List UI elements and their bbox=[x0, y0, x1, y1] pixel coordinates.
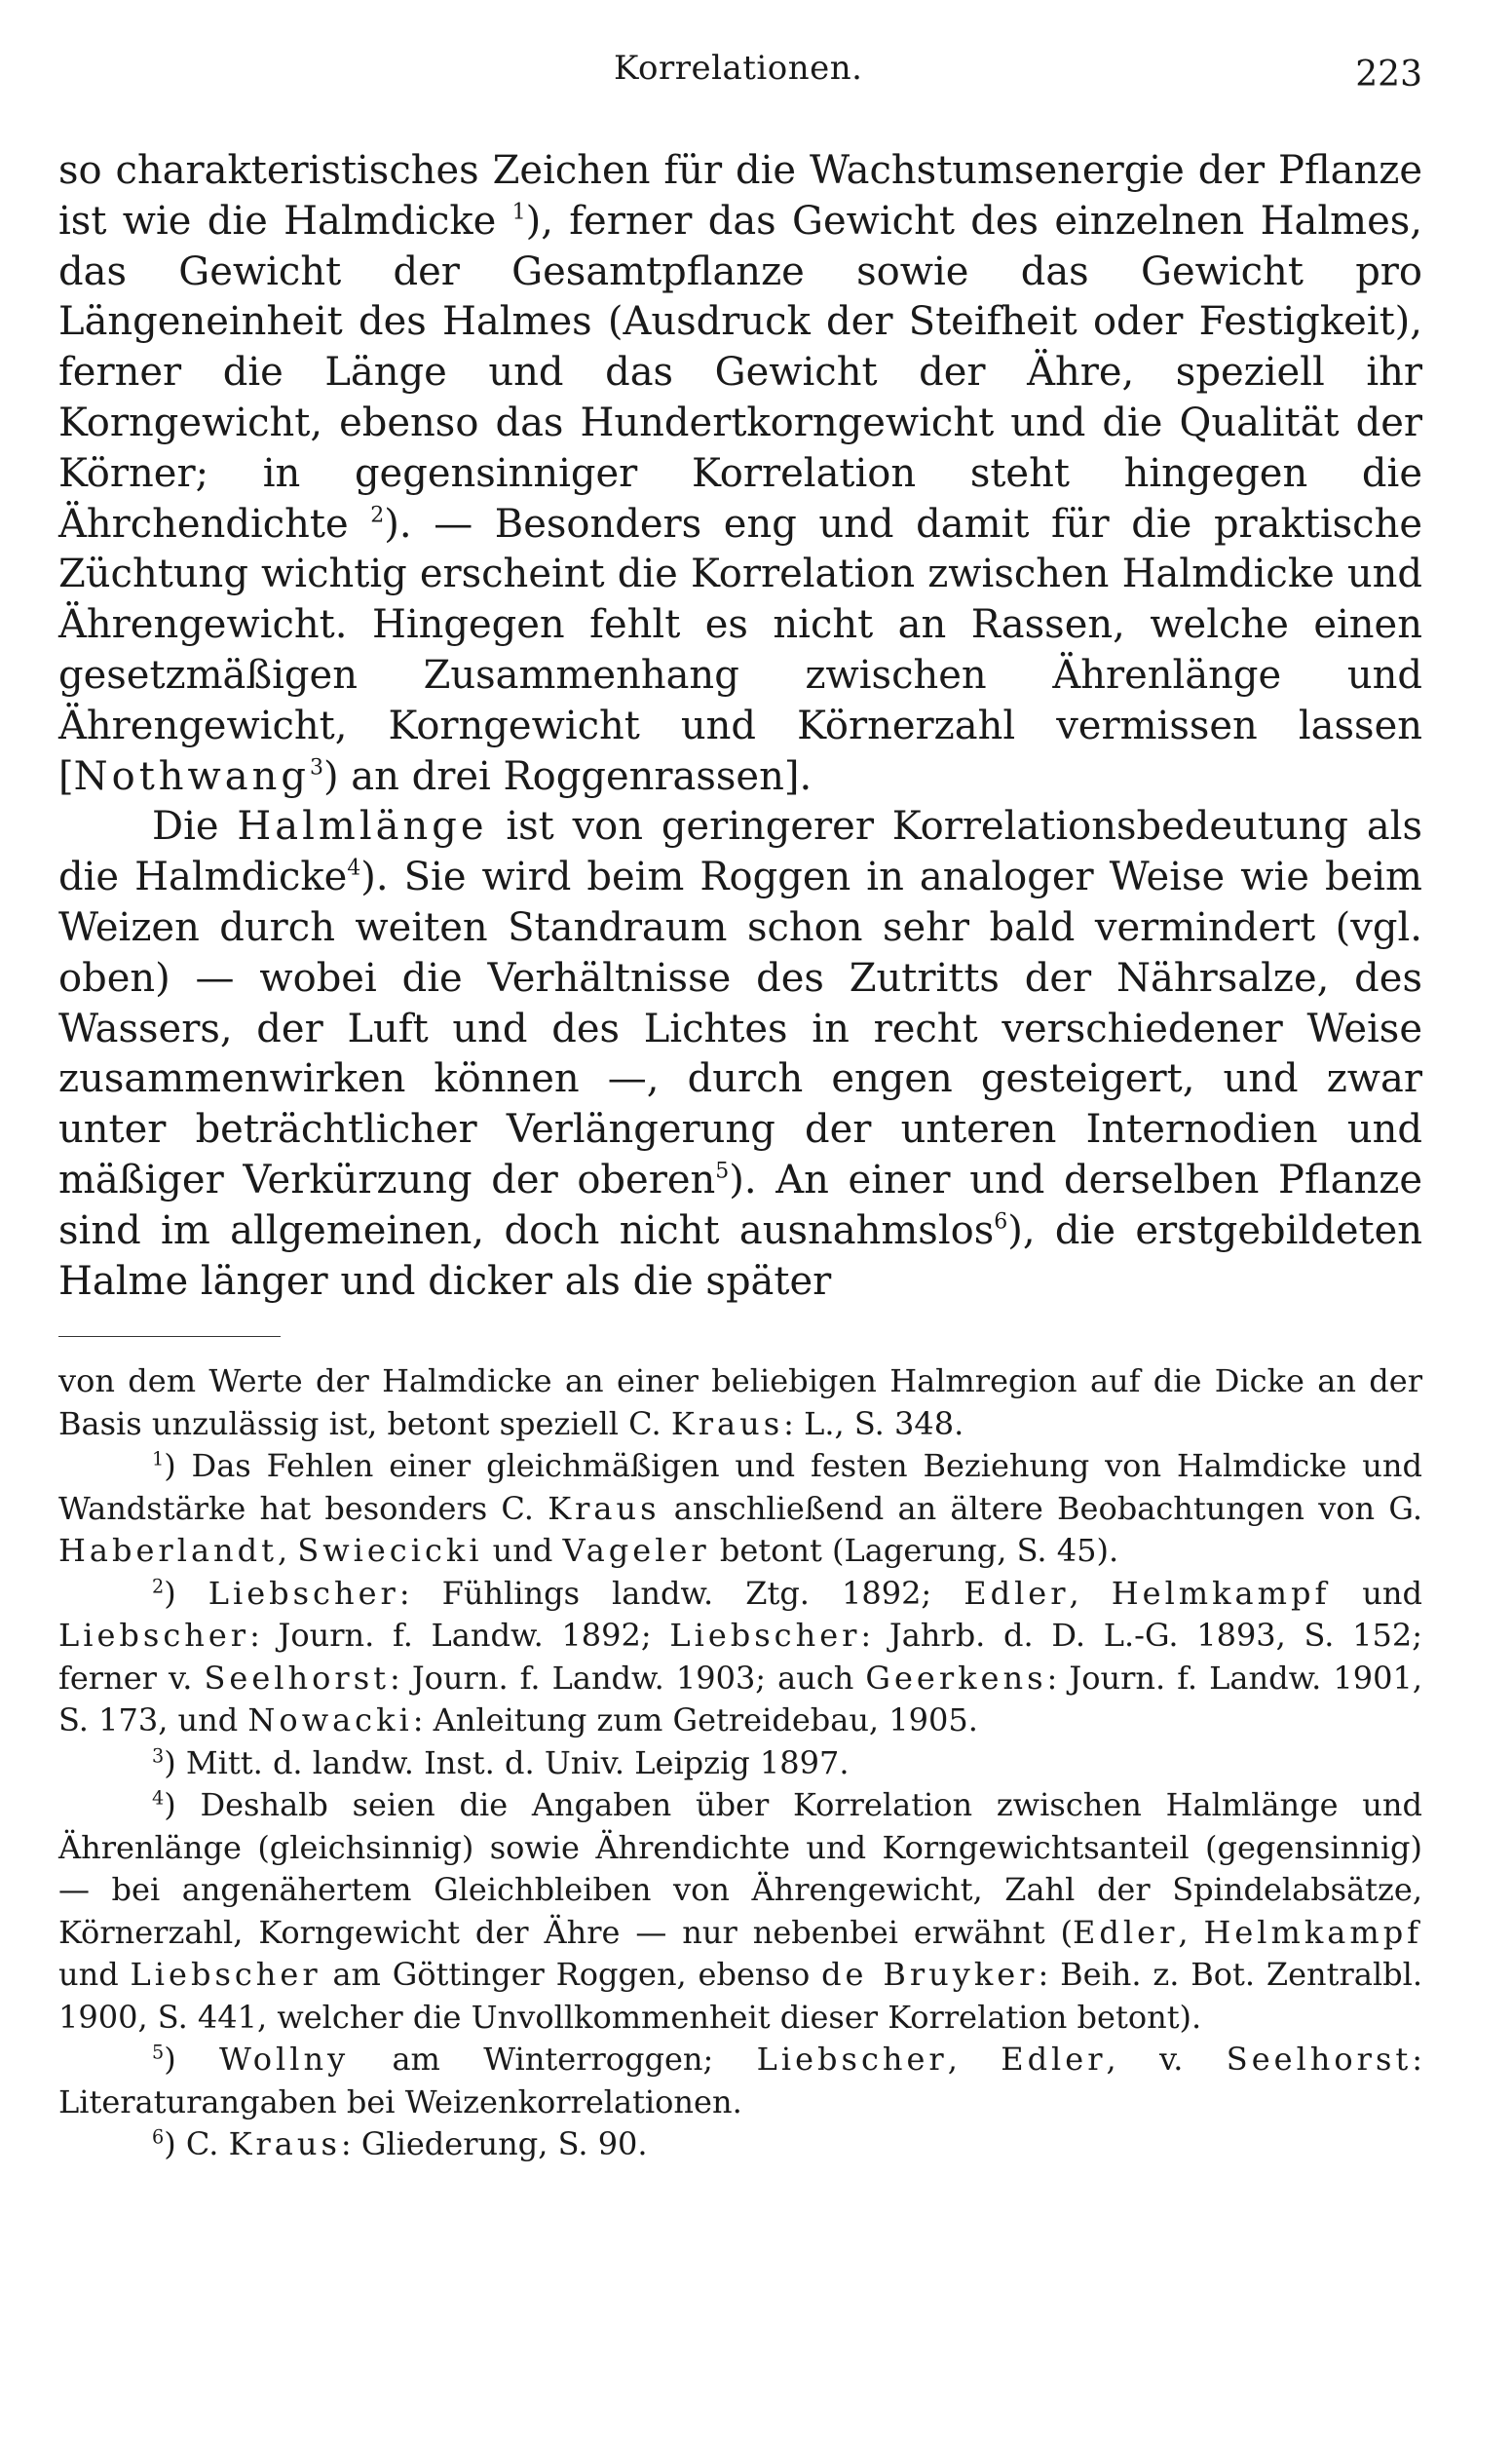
author-name: Swiecicki bbox=[297, 1532, 483, 1570]
footnote-ref: 3 bbox=[309, 755, 323, 781]
text-run: , bbox=[277, 1532, 298, 1570]
text-run: so charakteristisches Zeichen für die Wachstumsenergie der Pflanze ist wie die Halmdicke bbox=[58, 148, 1422, 244]
footnote-5 bbox=[58, 2039, 1422, 2123]
text-run: : Beih. z. Bot. Zentralbl. 1900, S. 441, welcher die Unvollkommenheit dieser Korrelation betont). bbox=[58, 1956, 1423, 2036]
author-name: Geerkens bbox=[865, 1659, 1047, 1697]
author-name: Edler bbox=[1073, 1913, 1179, 1951]
text-run: ) bbox=[164, 1574, 208, 1612]
text-run: ). — Besonders eng und damit für die praktische Züchtung wichtig erscheint die Korrelation zwischen Halmdicke und Ährengewicht. Hingegen fehlt es nicht an Rassen, welche einen gesetzmäßigen Zusammenhang zwischen Ährenlänge und Ährengewicht, Korngewicht und Körnerzahl vermissen lassen [ bbox=[58, 501, 1422, 799]
footnote-ref: 5 bbox=[715, 1159, 730, 1184]
footnote-divider bbox=[58, 1336, 281, 1337]
footnote-marker: 6 bbox=[152, 2125, 165, 2149]
paragraph-halmlaenge bbox=[58, 802, 1422, 1307]
footnote-ref: 2 bbox=[370, 503, 385, 528]
text-run: von dem Werte der Halmdicke an einer beliebigen Halmregion auf die Dicke an der Basis unzulässig ist, betont speziell C. bbox=[58, 1362, 1422, 1442]
footnote-marker: 1 bbox=[152, 1447, 165, 1470]
author-name: Seelhorst bbox=[1226, 2041, 1413, 2079]
author-name: Vageler bbox=[562, 1532, 710, 1570]
text-run: am Winterroggen; bbox=[349, 2041, 757, 2079]
footnotes bbox=[58, 1360, 1422, 2166]
text-run: : Gliederung, S. 90. bbox=[340, 2125, 648, 2163]
text-run: ) C. bbox=[164, 2125, 229, 2163]
author-name: de Bruyker bbox=[821, 1956, 1039, 1994]
footnote-marker: 4 bbox=[152, 1786, 165, 1810]
text-run: ist von geringerer Korrelationsbedeutung als die Halmdicke bbox=[58, 804, 1423, 900]
text-run: Die bbox=[152, 804, 238, 850]
running-title: Korrelationen. bbox=[614, 49, 863, 88]
author-name: Liebscher bbox=[756, 2041, 948, 2079]
footnote-marker: 5 bbox=[152, 2041, 165, 2064]
text-run: und bbox=[1330, 1574, 1422, 1612]
text-run: am Göttinger Roggen, ebenso bbox=[321, 1956, 822, 1994]
text-run: ). An einer und derselben Pflanze sind im allgemeinen, doch nicht ausnahmslos bbox=[58, 1157, 1422, 1253]
footnote-4 bbox=[58, 1784, 1422, 2039]
text-run: ), ferner das Gewicht des einzelnen Halmes, das Gewicht der Gesamtpflanze sowie das Gewicht pro Längeneinheit des Halmes (Ausdruck der Steifheit oder Festigkeit), ferner die Länge und das Gewicht der Ähre, speziell ihr Korngewicht, ebenso das Hundertkorngewicht und die Qualität der Körner; in gegensinniger Korrelation steht hingegen die Ährchendichte bbox=[58, 198, 1422, 547]
text-run: : Literaturangaben bei Weizenkorrelationen. bbox=[58, 2041, 1423, 2120]
book-page bbox=[58, 49, 1422, 2166]
text-run: ), die erstgebildeten Halme länger und dicker als die später bbox=[58, 1207, 1423, 1304]
text-run: : Anleitung zum Getreidebau, 1905. bbox=[412, 1701, 978, 1739]
text-run: ) an drei Roggenrassen]. bbox=[322, 753, 813, 799]
footnote-marker: 2 bbox=[152, 1575, 165, 1598]
text-run: : Jahrb. d. D. L.-G. 1893, S. 152; ferner v. bbox=[58, 1617, 1423, 1697]
text-run: , bbox=[947, 2041, 1002, 2079]
page-number: 223 bbox=[1355, 55, 1422, 95]
text-run: ) Deshalb seien die Angaben über Korrelation zwischen Halmlänge und Ährenlänge (gleichsinnig) sowie Ährendichte und Korngewichtsanteil (gegensinnig) — bei angenähertem Gleichbleiben von Ährengewicht, Zahl der Spindelabsätze, Körnerzahl, Korngewicht der Ähre — nur nebenbei erwähnt ( bbox=[58, 1786, 1422, 1951]
footnote-1 bbox=[58, 1445, 1422, 1573]
text-run: : L., S. 348. bbox=[783, 1404, 964, 1442]
text-run: ) bbox=[164, 2041, 220, 2079]
text-run: und bbox=[482, 1532, 563, 1570]
text-run: ) Das Fehlen einer gleichmäßigen und festen Beziehung von Halmdicke und Wandstärke hat besonders C. bbox=[58, 1447, 1422, 1527]
author-name: Helmkampf bbox=[1203, 1913, 1423, 1951]
body-text bbox=[58, 146, 1422, 1307]
author-name: Kraus bbox=[228, 2125, 341, 2163]
paragraph-continuation bbox=[58, 146, 1422, 802]
author-name: Helmkampf bbox=[1111, 1574, 1331, 1612]
footnote-3 bbox=[58, 1742, 1422, 1785]
author-name: Seelhorst bbox=[204, 1659, 390, 1697]
text-run: : Journ. f. Landw. 1903; auch bbox=[389, 1659, 866, 1697]
author-name: Liebscher bbox=[669, 1617, 861, 1655]
author-name: Kraus bbox=[670, 1404, 784, 1442]
author-name: Haberlandt bbox=[58, 1532, 278, 1570]
footnote-2 bbox=[58, 1573, 1422, 1742]
author-name: Nowacki bbox=[247, 1701, 413, 1739]
author-name: Wollny bbox=[219, 2041, 350, 2079]
text-run: , v. bbox=[1106, 2041, 1227, 2079]
text-run: : Journ. f. Landw. 1901, S. 173, und bbox=[58, 1659, 1422, 1739]
text-run: und bbox=[58, 1956, 131, 1994]
author-name: Edler bbox=[964, 1574, 1070, 1612]
text-run: betont (Lagerung, S. 45). bbox=[709, 1532, 1119, 1570]
text-run: , bbox=[1069, 1574, 1112, 1612]
footnote-marker: 3 bbox=[152, 1744, 165, 1768]
text-run: : Journ. f. Landw. 1892; bbox=[249, 1617, 670, 1655]
footnote-ref: 6 bbox=[994, 1209, 1008, 1235]
text-run: : Fühlings landw. Ztg. 1892; bbox=[398, 1574, 964, 1612]
author-name: Liebscher bbox=[130, 1956, 321, 1994]
footnote-ref: 4 bbox=[347, 856, 361, 881]
author-name: Kraus bbox=[548, 1489, 661, 1527]
footnote-continuation bbox=[58, 1360, 1422, 1445]
text-run: ) Mitt. d. landw. Inst. d. Univ. Leipzig 1897. bbox=[164, 1743, 850, 1781]
text-run: anschließend an ältere Beobachtungen von G. bbox=[660, 1489, 1423, 1527]
footnote-ref: 1 bbox=[511, 200, 526, 225]
author-name: Edler bbox=[1001, 2041, 1107, 2079]
emphasized-term: Halmlänge bbox=[237, 804, 488, 850]
text-run: , bbox=[1178, 1913, 1204, 1951]
author-name: Nothwang bbox=[73, 753, 310, 799]
author-name: Liebscher bbox=[58, 1617, 250, 1655]
text-run: ). Sie wird beim Roggen in analoger Weise wie beim Weizen durch weiten Standraum schon sehr bald vermindert (vgl. oben) — wobei die Verhältnisse des Zutritts der Nährsalze, des Wassers, der Luft und des Lichtes in recht verschiedener Weise zusammenwirken können —, durch engen gesteigert, und zwar unter beträchtlicher Verlängerung der unteren Internodien und mäßiger Verkürzung der oberen bbox=[58, 855, 1422, 1203]
running-head bbox=[58, 49, 1422, 107]
author-name: Liebscher bbox=[208, 1574, 399, 1612]
footnote-6 bbox=[58, 2123, 1422, 2166]
